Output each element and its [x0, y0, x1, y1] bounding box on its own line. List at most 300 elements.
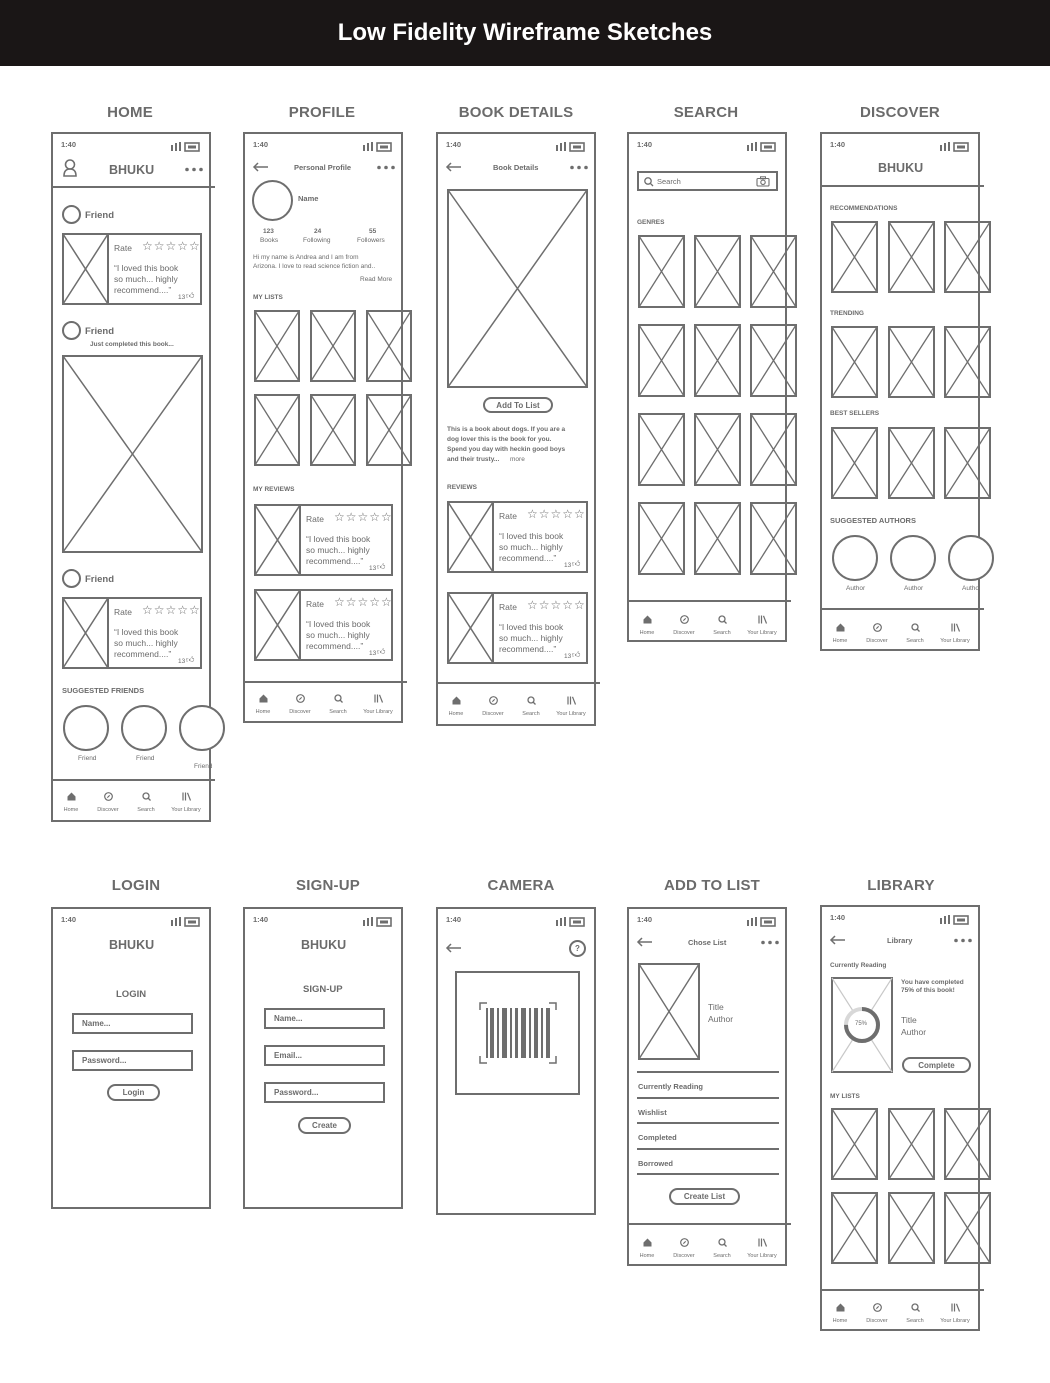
- friend-name[interactable]: Friend: [85, 210, 115, 221]
- book-tile[interactable]: [831, 427, 878, 499]
- thumbs-up-icon[interactable]: 👍︎: [572, 650, 581, 659]
- search-icon: [911, 1303, 920, 1312]
- author-name-partial: Autho: [962, 585, 979, 592]
- description-line-4: and their trusty...: [447, 456, 500, 463]
- genre-tile[interactable]: [638, 502, 685, 575]
- nav-home[interactable]: Home: [436, 692, 476, 717]
- review-card[interactable]: [447, 592, 588, 664]
- library-icon: [758, 615, 767, 624]
- more-link[interactable]: more: [510, 456, 525, 463]
- more-icon[interactable]: [761, 940, 779, 945]
- app-brand: BHUKU: [109, 938, 155, 952]
- compass-icon: [680, 615, 689, 624]
- progress-text-line-1: You have completed: [901, 979, 964, 986]
- section-title-home: HOME: [107, 104, 153, 121]
- list-thumbnail[interactable]: [254, 394, 300, 466]
- compass-icon: [489, 696, 498, 705]
- nav-discover[interactable]: Discover: [857, 1299, 897, 1324]
- app-brand: BHUKU: [301, 938, 347, 952]
- activity-text: Just completed this book...: [90, 341, 174, 348]
- nav-divider: [243, 681, 407, 683]
- library-screen: [820, 905, 980, 1331]
- book-title: Title: [708, 1002, 724, 1012]
- nav-search[interactable]: Search: [126, 788, 166, 813]
- barcode-icon: [479, 1002, 557, 1064]
- books-count: 123: [263, 228, 274, 235]
- status-time: 1:40: [830, 913, 846, 922]
- star-rating-icon[interactable]: ☆☆☆☆☆: [527, 598, 586, 612]
- app-brand: BHUKU: [109, 163, 155, 177]
- name-field[interactable]: Name...: [72, 1013, 193, 1034]
- star-rating-icon[interactable]: ☆☆☆☆☆: [334, 595, 393, 609]
- nav-library[interactable]: Your Library: [551, 692, 591, 717]
- list-thumbnail[interactable]: [944, 1192, 991, 1264]
- author-avatar[interactable]: [948, 535, 994, 581]
- rate-label: Rate: [306, 599, 324, 609]
- list-option-completed[interactable]: Completed: [638, 1133, 677, 1142]
- header-divider: [820, 185, 984, 187]
- nav-home[interactable]: Home: [627, 1234, 667, 1259]
- review-card[interactable]: [447, 501, 588, 573]
- header-divider: [51, 186, 215, 188]
- review-line-2: so much... highly: [114, 274, 178, 284]
- search-screen: [627, 132, 787, 642]
- status-icons: [556, 914, 588, 932]
- back-arrow-icon[interactable]: [253, 162, 269, 172]
- screen-header: Library: [887, 936, 913, 945]
- section-title-search: SEARCH: [673, 104, 739, 121]
- section-title-library: LIBRARY: [867, 877, 935, 894]
- book-tile[interactable]: [888, 427, 935, 499]
- genre-tile[interactable]: [750, 324, 797, 397]
- profile-avatar[interactable]: [252, 180, 293, 221]
- review-line-2: so much... highly: [499, 633, 563, 643]
- followers-count: 55: [369, 228, 377, 235]
- star-rating-icon[interactable]: ☆☆☆☆☆: [527, 507, 586, 521]
- app-brand: BHUKU: [878, 161, 924, 175]
- suggested-friend-name: Friend: [136, 755, 155, 762]
- review-line-3: recommend....”: [114, 285, 172, 295]
- add-to-list-screen: [627, 907, 787, 1266]
- status-time: 1:40: [637, 140, 653, 149]
- nav-library[interactable]: Your Library: [742, 611, 782, 636]
- nav-search[interactable]: Search: [702, 1234, 742, 1259]
- current-book-card[interactable]: [831, 977, 893, 1073]
- section-title-login: LOGIN: [111, 877, 161, 894]
- friend-avatar[interactable]: [62, 205, 81, 224]
- list-thumbnail[interactable]: [944, 1108, 991, 1180]
- library-icon: [182, 792, 191, 801]
- status-icons: [556, 139, 588, 157]
- list-divider: [637, 1148, 779, 1150]
- nav-library[interactable]: Your Library: [166, 788, 206, 813]
- book-image-placeholder: [62, 233, 109, 305]
- post-image-placeholder[interactable]: [62, 355, 203, 553]
- book-image-placeholder: [254, 589, 301, 661]
- status-time: 1:40: [253, 140, 269, 149]
- section-title-camera: CAMERA: [487, 877, 555, 894]
- list-thumbnail[interactable]: [254, 310, 300, 382]
- genre-tile[interactable]: [638, 324, 685, 397]
- list-divider: [637, 1173, 779, 1175]
- thumbs-up-icon[interactable]: 👍︎: [572, 559, 581, 568]
- like-count: 13: [564, 562, 572, 569]
- rate-label: Rate: [499, 602, 517, 612]
- list-divider: [637, 1122, 779, 1124]
- compass-icon: [296, 694, 305, 703]
- status-icons: [747, 139, 779, 157]
- create-list-button[interactable]: Create List: [669, 1188, 740, 1205]
- nav-discover[interactable]: Discover: [857, 619, 897, 644]
- add-to-list-button[interactable]: Add To List: [483, 397, 553, 413]
- list-option-borrowed[interactable]: Borrowed: [638, 1159, 674, 1168]
- recommendations-heading: RECOMMENDATIONS: [830, 205, 898, 212]
- nav-home[interactable]: Home: [820, 1299, 860, 1324]
- rate-label: Rate: [114, 607, 132, 617]
- book-tile[interactable]: [888, 221, 935, 293]
- review-line-1: “I loved this book: [499, 622, 564, 632]
- battery-signal-icon: [940, 915, 972, 925]
- review-line-1: “I loved this book: [306, 534, 371, 544]
- name-field[interactable]: Name...: [264, 1008, 385, 1029]
- friend-avatar[interactable]: [62, 569, 81, 588]
- library-icon: [374, 694, 383, 703]
- rate-label: Rate: [499, 511, 517, 521]
- home-icon: [67, 792, 76, 801]
- search-icon: [142, 792, 151, 801]
- nav-search[interactable]: Search: [511, 692, 551, 717]
- book-author: Author: [708, 1014, 734, 1024]
- section-title-signup: SIGN-UP: [296, 877, 360, 894]
- battery-signal-icon: [171, 917, 203, 927]
- description-line-1: This is a book about dogs. If you are a: [447, 426, 566, 433]
- status-icons: [363, 914, 395, 932]
- password-field[interactable]: Password...: [72, 1050, 193, 1071]
- email-field[interactable]: Email...: [264, 1045, 385, 1066]
- status-time: 1:40: [446, 915, 462, 924]
- my-reviews-heading: MY REVIEWS: [253, 486, 295, 493]
- genre-tile[interactable]: [750, 502, 797, 575]
- list-thumbnail[interactable]: [366, 394, 412, 466]
- review-line-3: recommend....”: [499, 553, 557, 563]
- battery-signal-icon: [556, 142, 588, 152]
- nav-divider: [627, 1223, 791, 1225]
- nav-discover[interactable]: Discover: [473, 692, 513, 717]
- suggested-friend-avatar[interactable]: [63, 705, 109, 751]
- home-icon: [259, 694, 268, 703]
- review-card[interactable]: [254, 504, 393, 576]
- back-arrow-icon[interactable]: [446, 162, 462, 172]
- genre-tile[interactable]: [638, 235, 685, 308]
- battery-signal-icon: [747, 917, 779, 927]
- author-avatar[interactable]: [832, 535, 878, 581]
- compass-icon: [680, 1238, 689, 1247]
- library-icon: [567, 696, 576, 705]
- book-image-placeholder: [254, 504, 301, 576]
- books-label: Books: [260, 237, 279, 244]
- thumbs-up-icon[interactable]: 👍︎: [186, 655, 195, 664]
- status-time: 1:40: [446, 140, 462, 149]
- book-tile[interactable]: [944, 427, 991, 499]
- back-arrow-icon[interactable]: [446, 943, 462, 953]
- nav-search[interactable]: Search: [895, 619, 935, 644]
- nav-home[interactable]: Home: [51, 788, 91, 813]
- search-icon: [718, 1238, 727, 1247]
- book-tile[interactable]: [888, 326, 935, 398]
- review-card[interactable]: [62, 233, 202, 305]
- rate-label: Rate: [114, 243, 132, 253]
- bio-line-2: Arizona. I love to read science fiction and..: [253, 263, 376, 270]
- nav-divider: [820, 608, 984, 610]
- book-details-screen: [436, 132, 596, 726]
- compass-icon: [104, 792, 113, 801]
- nav-home[interactable]: Home: [243, 690, 283, 715]
- review-line-2: so much... highly: [306, 630, 370, 640]
- trending-heading: TRENDING: [830, 310, 864, 317]
- list-divider: [637, 1097, 779, 1099]
- following-count: 24: [314, 228, 322, 235]
- section-title-profile: PROFILE: [288, 104, 356, 121]
- more-icon[interactable]: [377, 165, 395, 170]
- nav-discover[interactable]: Discover: [664, 1234, 704, 1259]
- more-icon[interactable]: [954, 938, 972, 943]
- battery-signal-icon: [940, 142, 972, 152]
- list-thumbnail[interactable]: [888, 1108, 935, 1180]
- create-button[interactable]: Create: [298, 1117, 351, 1134]
- list-option-currently-reading[interactable]: Currently Reading: [638, 1082, 704, 1091]
- battery-signal-icon: [363, 142, 395, 152]
- bio-line-1: Hi my name is Andrea and I am from: [253, 254, 359, 261]
- author-name: Author: [904, 585, 924, 592]
- review-line-2: so much... highly: [114, 638, 178, 648]
- description-line-3: Spend you day with heckin good boys: [447, 446, 566, 453]
- section-title-add-to-list: ADD TO LIST: [663, 877, 761, 894]
- nav-discover[interactable]: Discover: [664, 611, 704, 636]
- nav-divider: [51, 779, 215, 781]
- back-arrow-icon[interactable]: [637, 937, 653, 947]
- thumbs-up-icon[interactable]: 👍︎: [377, 562, 386, 571]
- genre-tile[interactable]: [694, 324, 741, 397]
- friend-avatar[interactable]: [62, 321, 81, 340]
- status-time: 1:40: [253, 915, 269, 924]
- compass-icon: [873, 1303, 882, 1312]
- review-line-3: recommend....”: [306, 641, 364, 651]
- followers-label: Followers: [357, 237, 385, 244]
- suggested-friend-avatar[interactable]: [121, 705, 167, 751]
- search-icon: [644, 177, 654, 187]
- review-line-1: “I loved this book: [499, 531, 564, 541]
- status-time: 1:40: [830, 140, 846, 149]
- login-button[interactable]: Login: [107, 1084, 160, 1101]
- genre-tile[interactable]: [750, 235, 797, 308]
- home-icon: [836, 1303, 845, 1312]
- nav-library[interactable]: Your Library: [358, 690, 398, 715]
- library-icon: [951, 1303, 960, 1312]
- battery-signal-icon: [363, 917, 395, 927]
- list-thumbnail[interactable]: [831, 1192, 878, 1264]
- search-placeholder: Search: [657, 177, 681, 186]
- user-icon[interactable]: [63, 159, 77, 177]
- book-title: Title: [901, 1015, 917, 1025]
- currently-reading-heading: Currently Reading: [830, 962, 887, 969]
- back-arrow-icon[interactable]: [830, 935, 846, 945]
- nav-home[interactable]: Home: [627, 611, 667, 636]
- list-option-wishlist[interactable]: Wishlist: [638, 1108, 667, 1117]
- suggested-authors-heading: SUGGESTED AUTHORS: [830, 516, 916, 525]
- review-line-2: so much... highly: [499, 542, 563, 552]
- camera-screen: [436, 907, 596, 1215]
- nav-divider: [436, 682, 600, 684]
- author-name: Author: [846, 585, 866, 592]
- section-title-discover: DISCOVER: [860, 104, 940, 121]
- genre-tile[interactable]: [638, 413, 685, 486]
- suggested-friends-heading: SUGGESTED FRIENDS: [62, 686, 145, 695]
- home-icon: [643, 615, 652, 624]
- rate-label: Rate: [306, 514, 324, 524]
- signup-screen: [243, 907, 403, 1209]
- help-button[interactable]: ?: [569, 940, 586, 957]
- genre-tile[interactable]: [694, 413, 741, 486]
- nav-search[interactable]: Search: [895, 1299, 935, 1324]
- section-title-book-details: BOOK DETAILS: [458, 104, 574, 121]
- genre-tile[interactable]: [694, 502, 741, 575]
- suggested-friend-name: Friend: [194, 763, 213, 770]
- bottom-nav: [629, 1234, 785, 1264]
- battery-signal-icon: [556, 917, 588, 927]
- library-icon: [758, 1238, 767, 1247]
- like-count: 13: [178, 294, 186, 301]
- search-icon: [334, 694, 343, 703]
- bottom-nav: [438, 692, 594, 722]
- status-icons: [747, 914, 779, 932]
- nav-search[interactable]: Search: [318, 690, 358, 715]
- book-image-placeholder: [447, 592, 494, 664]
- author-avatar[interactable]: [890, 535, 936, 581]
- book-cover-placeholder: [638, 963, 700, 1060]
- status-icons: [171, 139, 203, 157]
- genre-tile[interactable]: [750, 413, 797, 486]
- following-label: Following: [303, 237, 331, 244]
- bottom-nav: [629, 611, 785, 641]
- status-icons: [940, 912, 972, 930]
- bottom-nav: [822, 1299, 978, 1329]
- more-icon[interactable]: [185, 167, 203, 172]
- list-thumbnail[interactable]: [310, 310, 356, 382]
- bottom-nav: [53, 788, 209, 818]
- thumbs-up-icon[interactable]: 👍︎: [377, 647, 386, 656]
- list-thumbnail[interactable]: [310, 394, 356, 466]
- list-thumbnail[interactable]: [888, 1192, 935, 1264]
- complete-button[interactable]: Complete: [902, 1057, 971, 1073]
- profile-name: Name: [298, 194, 319, 203]
- book-tile[interactable]: [944, 221, 991, 293]
- home-icon: [452, 696, 461, 705]
- star-rating-icon[interactable]: ☆☆☆☆☆: [142, 603, 201, 617]
- bottom-nav: [822, 619, 978, 649]
- nav-divider: [627, 600, 791, 602]
- library-icon: [951, 623, 960, 632]
- signup-heading: SIGN-UP: [303, 984, 343, 995]
- friend-name[interactable]: Friend: [85, 574, 115, 585]
- nav-discover[interactable]: Discover: [88, 788, 128, 813]
- nav-library[interactable]: Your Library: [935, 1299, 975, 1324]
- home-icon: [643, 1238, 652, 1247]
- my-lists-heading: MY LISTS: [830, 1093, 860, 1100]
- more-icon[interactable]: [570, 165, 588, 170]
- nav-discover[interactable]: Discover: [280, 690, 320, 715]
- review-line-1: “I loved this book: [114, 263, 179, 273]
- nav-library[interactable]: Your Library: [742, 1234, 782, 1259]
- book-author: Author: [901, 1027, 927, 1037]
- star-rating-icon[interactable]: ☆☆☆☆☆: [334, 510, 393, 524]
- book-tile[interactable]: [944, 326, 991, 398]
- page-banner: [0, 0, 1050, 66]
- password-field[interactable]: Password...: [264, 1082, 385, 1103]
- login-heading: LOGIN: [116, 989, 147, 1000]
- list-thumbnail[interactable]: [831, 1108, 878, 1180]
- status-icons: [363, 139, 395, 157]
- login-screen: [51, 907, 211, 1209]
- review-line-3: recommend....”: [499, 644, 557, 654]
- list-divider: [637, 1071, 779, 1073]
- nav-library[interactable]: Your Library: [935, 619, 975, 644]
- battery-signal-icon: [171, 142, 203, 152]
- list-thumbnail[interactable]: [366, 310, 412, 382]
- status-icons: [171, 914, 203, 932]
- progress-text-line-2: 75% of this book!: [901, 987, 955, 994]
- my-lists-heading: MY LISTS: [253, 294, 283, 301]
- camera-viewfinder: [455, 971, 580, 1095]
- like-count: 13: [564, 653, 572, 660]
- friend-name[interactable]: Friend: [85, 326, 115, 337]
- like-count: 13: [178, 658, 186, 665]
- description-line-2: dog lover this is the book for you.: [447, 436, 552, 443]
- reviews-heading: REVIEWS: [447, 484, 477, 491]
- read-more-link[interactable]: Read More: [360, 276, 393, 283]
- camera-icon[interactable]: [756, 176, 770, 187]
- thumbs-up-icon[interactable]: 👍︎: [186, 291, 195, 300]
- review-card[interactable]: [62, 597, 202, 669]
- review-line-3: recommend....”: [306, 556, 364, 566]
- profile-screen: [243, 132, 403, 723]
- review-line-1: “I loved this book: [306, 619, 371, 629]
- nav-search[interactable]: Search: [702, 611, 742, 636]
- book-tile[interactable]: [831, 221, 878, 293]
- genres-heading: GENRES: [637, 219, 665, 226]
- search-input[interactable]: [637, 171, 778, 191]
- status-icons: [940, 139, 972, 157]
- compass-icon: [873, 623, 882, 632]
- search-icon: [718, 615, 727, 624]
- nav-home[interactable]: Home: [820, 619, 860, 644]
- genre-tile[interactable]: [694, 235, 741, 308]
- screen-header: Chose List: [688, 938, 727, 947]
- book-tile[interactable]: [831, 326, 878, 398]
- screen-header: Personal Profile: [294, 163, 352, 172]
- review-line-3: recommend....”: [114, 649, 172, 659]
- bottom-nav: [245, 690, 401, 720]
- suggested-friend-avatar[interactable]: [179, 705, 225, 751]
- like-count: 13: [369, 650, 377, 657]
- star-rating-icon[interactable]: ☆☆☆☆☆: [142, 239, 201, 253]
- screen-header: Book Details: [493, 163, 539, 172]
- status-time: 1:40: [61, 140, 77, 149]
- review-card[interactable]: [254, 589, 393, 661]
- search-icon: [527, 696, 536, 705]
- review-line-2: so much... highly: [306, 545, 370, 555]
- progress-label: 75%: [855, 1021, 868, 1027]
- status-time: 1:40: [61, 915, 77, 924]
